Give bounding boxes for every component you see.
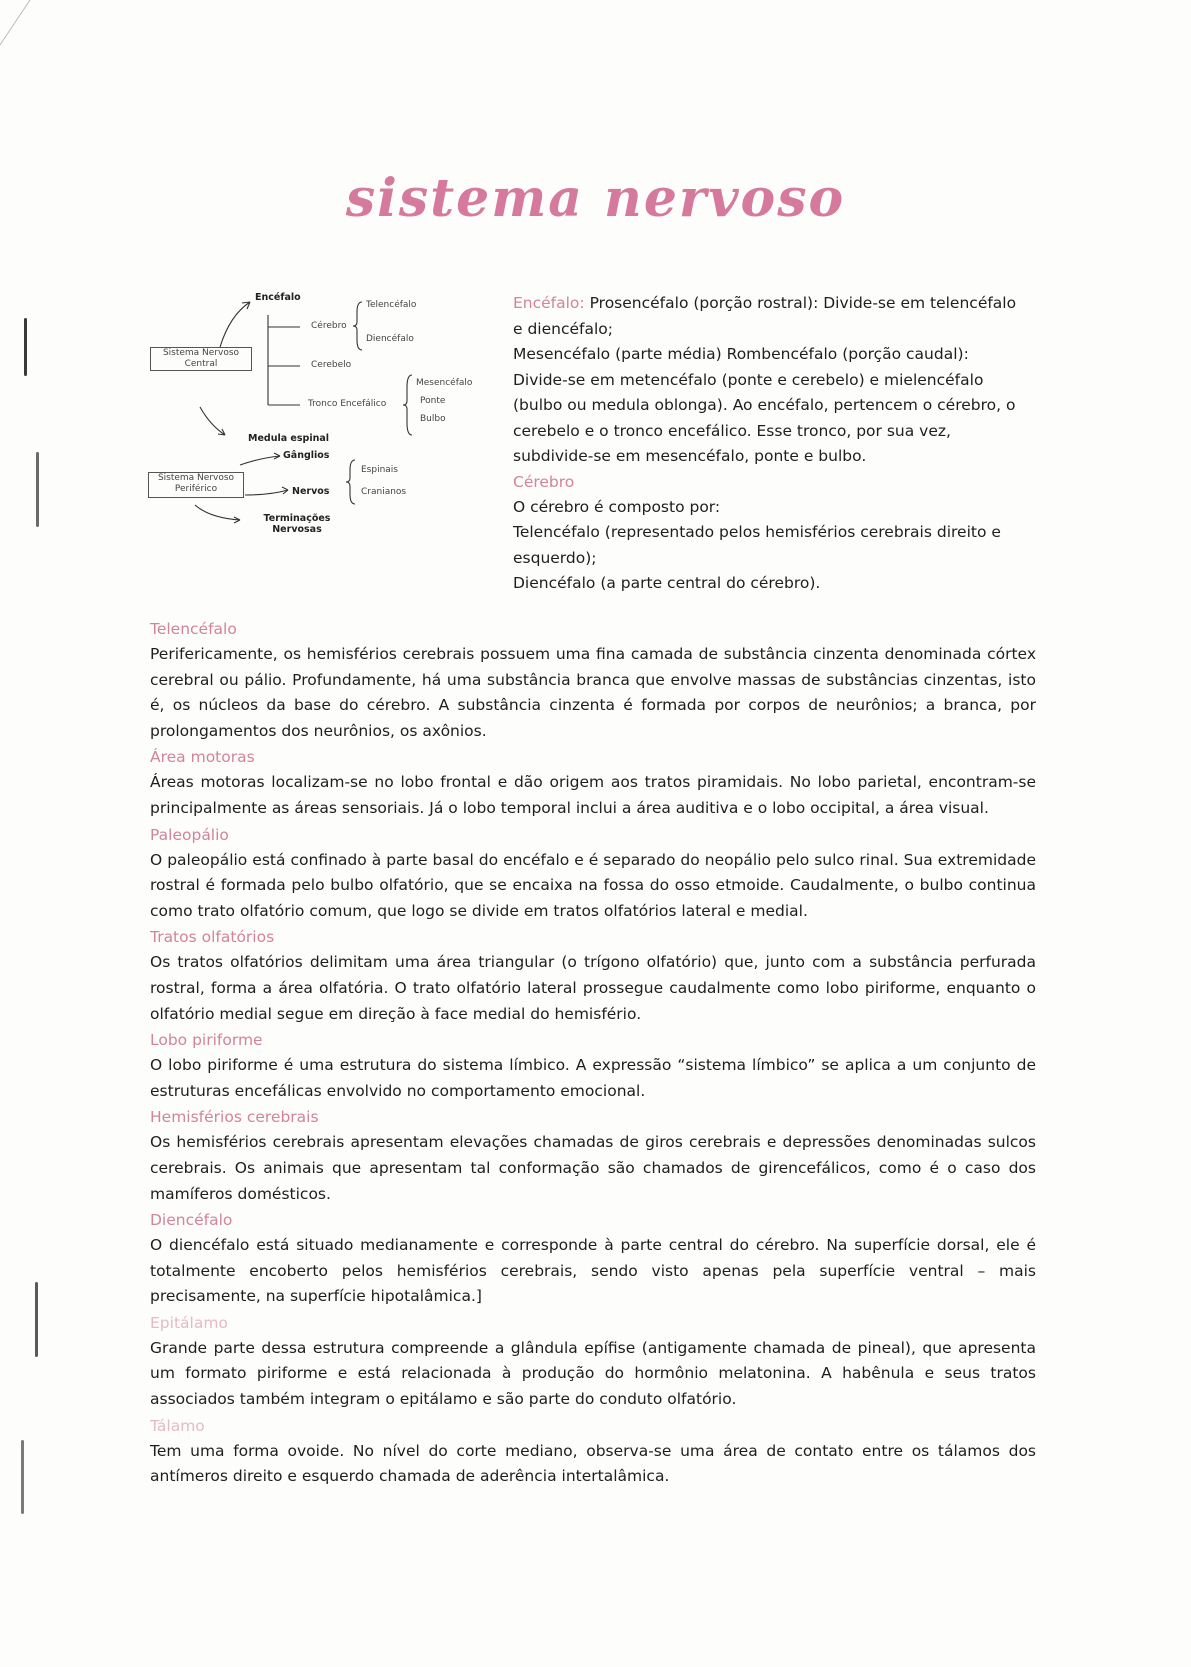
- peripheral-nervous-system-box: Sistema Nervoso Periférico: [148, 472, 244, 498]
- bulbo-label: Bulbo: [420, 414, 446, 424]
- binder-hole-mark: [36, 452, 39, 527]
- intro-column: [513, 291, 1025, 597]
- page-title: sistema nervoso: [345, 168, 846, 229]
- intro-paragraph-1: [513, 291, 1025, 342]
- section-heading: Tálamo: [150, 1416, 205, 1435]
- ponte-label: Ponte: [420, 396, 446, 406]
- diencefalo-label: Diencéfalo: [366, 334, 414, 344]
- cranianos-label: Cranianos: [361, 487, 407, 497]
- section-heading: Paleopálio: [150, 825, 229, 844]
- espinais-label: Espinais: [361, 465, 398, 475]
- section-heading: Lobo piriforme: [150, 1031, 263, 1050]
- section-text: O diencéfalo está situado medianamente e corresponde à parte central do cérebro. Na superfície dorsal, ele é totalmente encoberto pelos hemisférios cerebrais, sendo visto apenas pela superfície ventral – mais precisamente, na superfície hipotalâmica.]: [150, 1236, 1036, 1306]
- ganglios-label: Gânglios: [283, 450, 330, 461]
- cerebro-text-3: Diencéfalo (a parte central do cérebro).: [513, 574, 821, 592]
- central-nervous-system-box: Sistema Nervoso Central: [150, 347, 252, 371]
- section-heading: Epitálamo: [150, 1313, 228, 1332]
- body-sections: [150, 617, 1036, 1491]
- encefalo-label: Encéfalo: [255, 292, 301, 303]
- cerebro-text-2: Telencéfalo (representado pelos hemisférios cerebrais direito e esquerdo);: [513, 523, 1001, 567]
- section-text: O lobo piriforme é uma estrutura do sistema límbico. A expressão “sistema límbico” se aplica a um conjunto de estruturas encefálicas envolvido no comportamento emocional.: [150, 1056, 1036, 1100]
- medula-label: Medula espinal: [248, 433, 330, 444]
- cerebro-text-1: O cérebro é composto por:: [513, 497, 721, 516]
- section-text: Grande parte dessa estrutura compreende a glândula epífise (antigamente chamada de pineal), que apresenta um formato piriforme e está relacionada à produção do hormônio melatonina. A habênula e seus tratos associados também integram o epitálamo e são parte do conduto olfatório.: [150, 1338, 1036, 1409]
- cerebro-label: Cérebro: [311, 321, 347, 331]
- encefalo-heading: Encéfalo:: [513, 294, 585, 312]
- tronco-label: Tronco Encefálico: [308, 399, 387, 409]
- nervos-label: Nervos: [292, 486, 330, 497]
- cerebelo-label: Cerebelo: [311, 360, 352, 370]
- section-text: Os hemisférios cerebrais apresentam elevações chamadas de giros cerebrais e depressões denominadas sulcos cerebrais. Os animais que apresentam tal conformação são chamados de girencefálicos, como é o caso dos mamíferos domésticos.: [150, 1133, 1036, 1203]
- intro-paragraph-2: Mesencéfalo (parte média) Rombencéfalo (porção caudal): Divide-se em metencéfalo (ponte e cerebelo) e mielencéfalo (bulbo ou medula oblonga). Ao encéfalo, pertencem o cérebro, o cerebelo e o tronco encefálico. Esse tronco, por sua vez, subdivide-se em mesencéfalo, ponte e bulbo.: [513, 345, 1016, 465]
- section-heading: Tratos olfatórios: [150, 928, 275, 947]
- nervous-system-diagram: [150, 290, 500, 580]
- binder-hole-mark: [35, 1282, 38, 1357]
- paper-corner-mark: [0, 0, 80, 60]
- section-text: Tem uma forma ovoide. No nível do corte mediano, observa-se uma área de contato entre os tálamos dos antímeros direito e esquerdo chamada de aderência intertalâmica.: [150, 1441, 1036, 1486]
- section-heading: Hemisférios cerebrais: [150, 1108, 319, 1127]
- section-text: O paleopálio está confinado à parte basal do encéfalo e é separado do neopálio pelo sulco rinal. Sua extremidade rostral é formada pelo bulbo olfatório, que se encaixa na fossa do osso etmoide. Caudalmente, o bulbo continua como trato olfatório comum, que logo se divide em tratos olfatórios lateral e medial.: [150, 850, 1036, 920]
- binder-hole-mark: [21, 1440, 24, 1514]
- section-text: Perifericamente, os hemisférios cerebrais possuem uma fina camada de substância cinzenta denominada córtex cerebral ou pálio. Profundamente, há uma substância branca que envolve massas de substâncias cinzentas, isto é, os núcleos da base do cérebro. A substância cinzenta é formada por corpos de neurônios; a branca, por prolongamentos dos neurônios, os axônios.: [150, 645, 1036, 740]
- intro-text-1: Prosencéfalo (porção rostral): Divide-se em telencéfalo e diencéfalo;: [513, 294, 1017, 338]
- section-text: Áreas motoras localizam-se no lobo frontal e dão origem aos tratos piramidais. No lobo parietal, encontram-se principalmente as áreas sensoriais. Já o lobo temporal inclui a área auditiva e o lobo occipital, a área visual.: [150, 773, 1036, 817]
- section-text: Os tratos olfatórios delimitam uma área triangular (o trígono olfatório) que, junto com a substância perfurada rostral, forma a área olfatória. O trato olfatório lateral prossegue caudalmente como lobo piriforme, enquanto o olfatório medial segue em direção à face medial do hemisfério.: [150, 953, 1036, 1023]
- mesencefalo-label: Mesencéfalo: [416, 378, 473, 388]
- section-heading: Área motoras: [150, 748, 255, 767]
- telencefalo-label: Telencéfalo: [366, 300, 417, 310]
- cerebro-heading: Cérebro: [513, 472, 575, 491]
- section-heading: Telencéfalo: [150, 620, 237, 638]
- terminacoes-label: Terminações Nervosas: [263, 513, 331, 535]
- binder-hole-mark: [24, 318, 27, 376]
- section-heading: Diencéfalo: [150, 1211, 233, 1230]
